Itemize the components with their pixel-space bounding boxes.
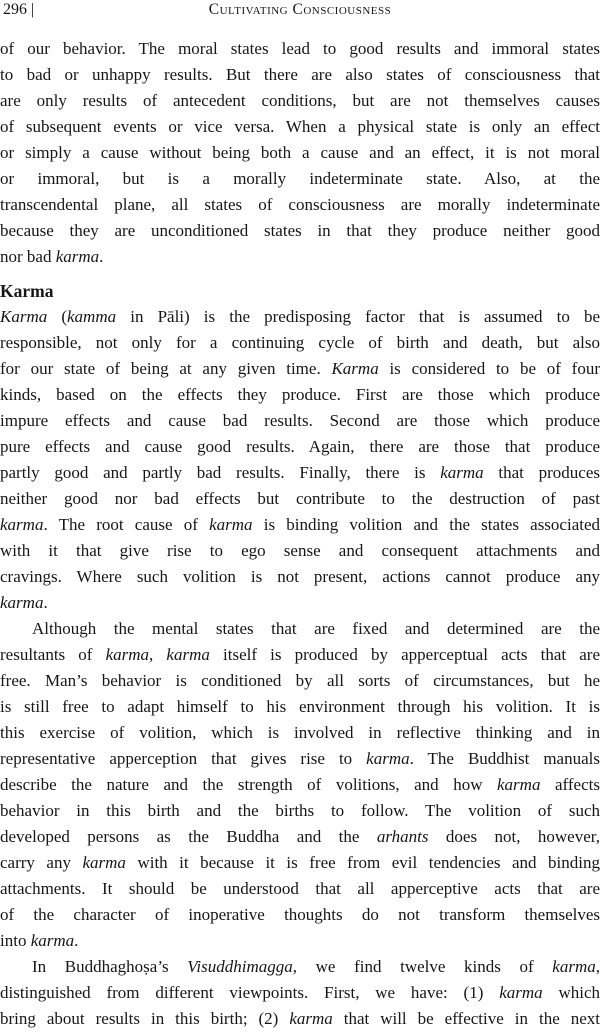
text-line xyxy=(0,980,600,1006)
text-run: resultants of xyxy=(0,645,106,664)
text-run: bring about results in this birth; (2) xyxy=(0,1009,290,1028)
italic-term: karma xyxy=(166,645,210,664)
text-run: cravings. Where such volition is not present, actions cannot produce any xyxy=(0,567,600,586)
text-line xyxy=(0,36,600,62)
text-line xyxy=(0,720,600,746)
text-run: . The root cause of xyxy=(43,515,210,534)
text-run: of subsequent events or vice versa. When a physical state is only an effect xyxy=(0,117,600,136)
italic-term: karma xyxy=(499,983,543,1002)
text-run: affects xyxy=(540,775,600,794)
text-line xyxy=(0,408,600,434)
italic-term: karma xyxy=(289,1009,333,1028)
text-run: itself is produced by apperceptual acts that are xyxy=(209,645,600,664)
text-run: in Pāli) is the predisposing factor that is assumed to be xyxy=(116,307,600,326)
text-run: representative apperception that gives rise to xyxy=(0,749,367,768)
text-line xyxy=(0,382,600,408)
running-title: Cultivating Consciousness xyxy=(208,1,392,18)
italic-term: arhants xyxy=(376,827,429,846)
text-line xyxy=(0,642,600,668)
text-run: impure effects and cause bad results. Second are those which produce xyxy=(0,411,600,430)
text-line xyxy=(0,590,600,616)
text-line xyxy=(0,798,600,824)
text-line xyxy=(0,434,600,460)
italic-term: karma xyxy=(440,463,484,482)
text-run: pure effects and cause good results. Again, there are those that produce xyxy=(0,437,600,456)
text-line xyxy=(0,62,600,88)
italic-term: karma xyxy=(105,645,150,664)
italic-term: karma xyxy=(552,957,596,976)
text-run: responsible, not only for a continuing cycle of birth and death, but also xyxy=(0,333,600,352)
text-line xyxy=(0,746,600,772)
text-line xyxy=(0,140,600,166)
text-run: is considered to be of four xyxy=(378,359,600,378)
text-run: with it because it is free from evil tendencies and binding xyxy=(125,853,600,872)
text-line xyxy=(0,902,600,928)
text-run: to bad or unhappy results. But there are also states of consciousness that xyxy=(0,65,600,84)
text-run: . xyxy=(99,247,104,266)
italic-term: Karma xyxy=(331,359,379,378)
text-run: , xyxy=(595,957,600,976)
italic-term: karma xyxy=(497,775,541,794)
text-line xyxy=(0,538,600,564)
text-line xyxy=(0,668,600,694)
text-line xyxy=(0,356,600,382)
italic-term: karma xyxy=(55,247,100,266)
text-line xyxy=(0,954,600,980)
text-run: behavior in this birth and the births to follow. The volition of such xyxy=(0,801,600,820)
text-run: with it that give rise to ego sense and consequent attachments and xyxy=(0,541,600,560)
text-run: of our behavior. The moral states lead to good results and immoral states xyxy=(0,39,600,58)
paragraph xyxy=(0,304,600,616)
paragraph xyxy=(0,36,600,270)
italic-term: Karma xyxy=(0,307,48,326)
text-run: In Buddhaghoṣa’s xyxy=(32,957,188,976)
text-run: which xyxy=(542,983,600,1002)
text-line xyxy=(0,244,600,270)
text-run: , xyxy=(149,645,167,664)
italic-term: karma xyxy=(366,749,410,768)
text-run: nor bad xyxy=(0,247,56,266)
text-run: for our state of being at any given time. xyxy=(0,359,332,378)
italic-term: karma xyxy=(0,593,44,612)
text-run: because they are unconditioned states in that they produce neither good xyxy=(0,221,600,240)
italic-term: karma xyxy=(0,515,44,534)
text-line xyxy=(0,772,600,798)
text-line xyxy=(0,850,600,876)
text-line xyxy=(0,218,600,244)
italic-term: kamma xyxy=(67,307,117,326)
text-line xyxy=(0,876,600,902)
text-run: free. Man’s behavior is conditioned by all sorts of circumstances, but he xyxy=(0,671,600,690)
text-line xyxy=(0,928,600,954)
text-run: , we find twelve kinds of xyxy=(292,957,553,976)
text-line xyxy=(0,486,600,512)
text-run: . The Buddhist manuals xyxy=(409,749,600,768)
text-line xyxy=(0,564,600,590)
text-line xyxy=(0,512,600,538)
text-run: ( xyxy=(47,307,68,326)
text-run: is binding volition and the states associated xyxy=(252,515,600,534)
text-line xyxy=(0,330,600,356)
text-run: kinds, based on the effects they produce. First are those which produce xyxy=(0,385,600,404)
text-run: into xyxy=(0,931,31,950)
italic-term: karma xyxy=(30,931,75,950)
section-heading: Karma xyxy=(0,281,54,301)
text-run: carry any xyxy=(0,853,83,872)
text-line xyxy=(0,694,600,720)
paragraph xyxy=(0,954,600,1032)
italic-term: karma xyxy=(82,853,126,872)
text-run: attachments. It should be understood that all apperceptive acts that are xyxy=(0,879,600,898)
text-run: or simply a cause without being both a cause and an effect, it is not moral xyxy=(0,143,600,162)
text-run: . xyxy=(74,931,79,950)
italic-term: karma xyxy=(209,515,253,534)
text-run: that will be effective in the next xyxy=(332,1009,600,1028)
text-line xyxy=(0,616,600,642)
text-line xyxy=(0,88,600,114)
text-run: of the character of inoperative thoughts do not transform themselves xyxy=(0,905,600,924)
page-number: 296 | xyxy=(3,1,35,18)
text-run: transcendental plane, all states of consciousness are morally indeterminate xyxy=(0,195,600,214)
text-run: does not, however, xyxy=(428,827,600,846)
text-run: that produces xyxy=(483,463,600,482)
text-line xyxy=(0,824,600,850)
text-line xyxy=(0,304,600,330)
text-line xyxy=(0,1006,600,1032)
text-run: is still free to adapt himself to his environment through his volition. It is xyxy=(0,697,600,716)
text-run: or immoral, but is a morally indeterminate state. Also, at the xyxy=(0,169,600,188)
text-line xyxy=(0,114,600,140)
text-line xyxy=(0,460,600,486)
text-run: this exercise of volition, which is involved in reflective thinking and in xyxy=(0,723,600,742)
text-run: neither good nor bad effects but contribute to the destruction of past xyxy=(0,489,600,508)
text-run: are only results of antecedent conditions, but are not themselves causes xyxy=(0,91,600,110)
paragraph xyxy=(0,616,600,954)
text-run: describe the nature and the strength of volitions, and how xyxy=(0,775,498,794)
text-run: distinguished from different viewpoints. First, we have: (1) xyxy=(0,983,500,1002)
text-run: partly good and partly bad results. Finally, there is xyxy=(0,463,441,482)
text-line xyxy=(0,192,600,218)
text-run: Although the mental states that are fixed and determined are the xyxy=(32,619,600,638)
text-line xyxy=(0,166,600,192)
text-run: . xyxy=(43,593,48,612)
italic-term: Visuddhimagga xyxy=(187,957,293,976)
text-run: developed persons as the Buddha and the xyxy=(0,827,377,846)
running-head xyxy=(0,0,600,22)
